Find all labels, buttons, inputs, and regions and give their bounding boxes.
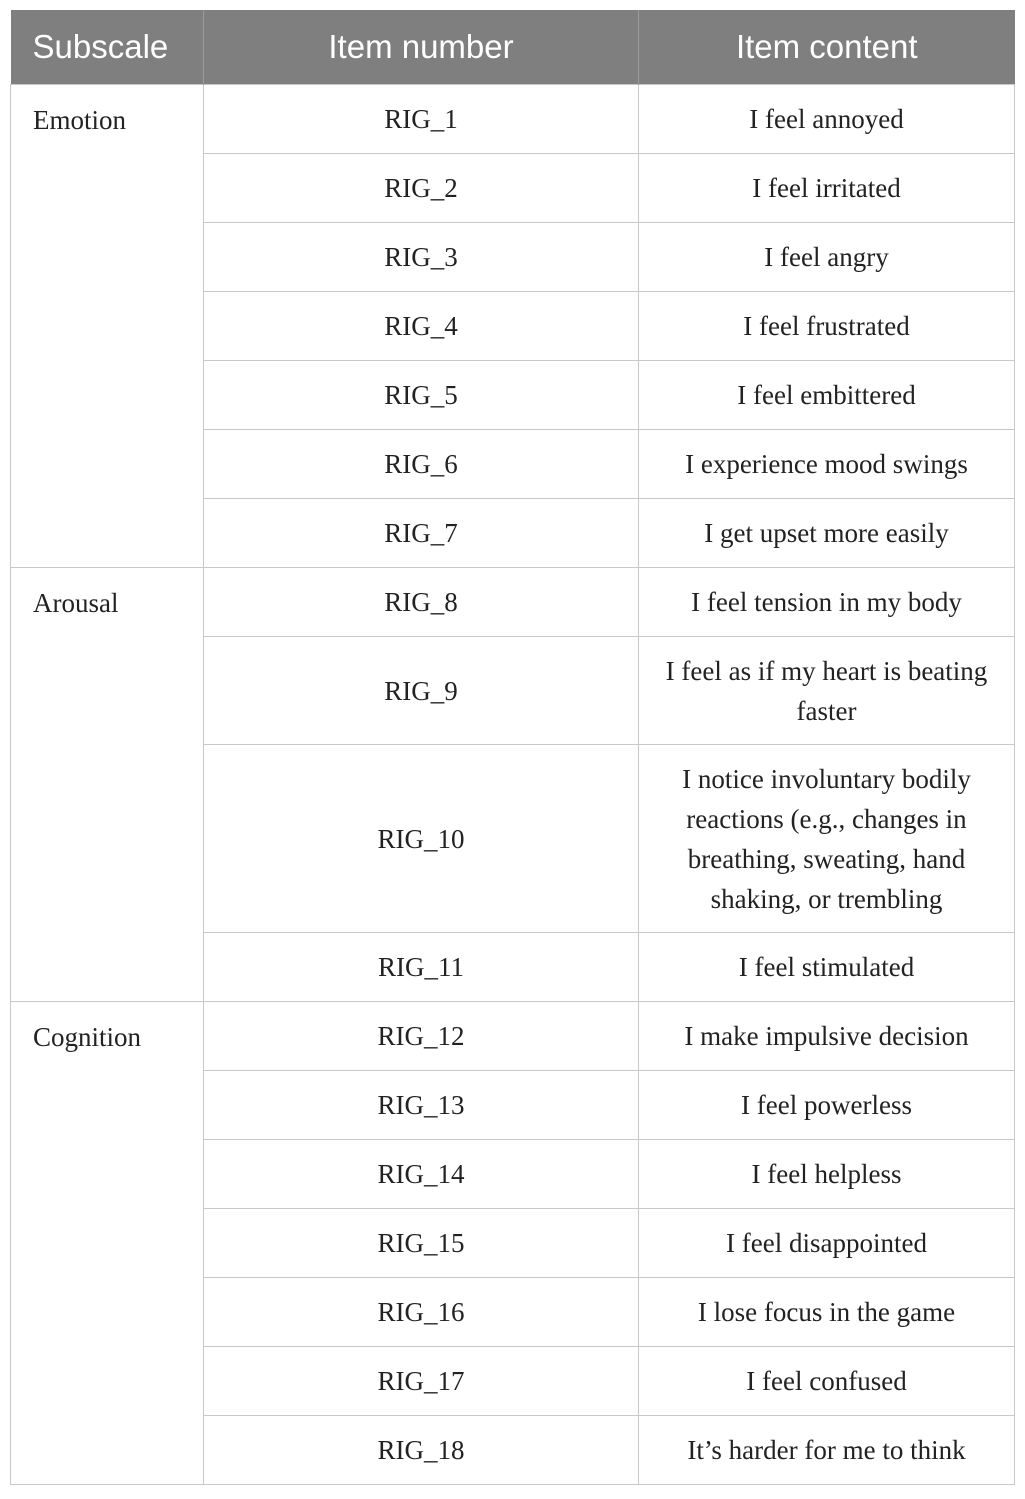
header-item-content: Item content (639, 10, 1015, 85)
item-content: I feel embittered (639, 361, 1015, 430)
subscale-emotion: Emotion (11, 85, 204, 568)
table-body (11, 85, 1015, 1485)
rig-items-table (10, 10, 1015, 1485)
table-row (11, 568, 1015, 637)
item-content: I lose focus in the game (639, 1278, 1015, 1347)
item-content: I get upset more easily (639, 499, 1015, 568)
item-number: RIG_9 (204, 637, 639, 745)
item-content: I feel as if my heart is beating faster (639, 637, 1015, 745)
subscale-cognition: Cognition (11, 1002, 204, 1485)
item-number: RIG_4 (204, 292, 639, 361)
table-row (11, 85, 1015, 154)
item-content: I feel helpless (639, 1140, 1015, 1209)
item-number: RIG_18 (204, 1416, 639, 1485)
item-number: RIG_17 (204, 1347, 639, 1416)
item-number: RIG_10 (204, 745, 639, 933)
item-content: I feel confused (639, 1347, 1015, 1416)
item-content: I feel powerless (639, 1071, 1015, 1140)
item-number: RIG_3 (204, 223, 639, 292)
item-number: RIG_12 (204, 1002, 639, 1071)
item-number: RIG_5 (204, 361, 639, 430)
item-number: RIG_14 (204, 1140, 639, 1209)
header-item-number: Item number (204, 10, 639, 85)
item-number: RIG_1 (204, 85, 639, 154)
item-content: It’s harder for me to think (639, 1416, 1015, 1485)
item-number: RIG_6 (204, 430, 639, 499)
item-content: I feel angry (639, 223, 1015, 292)
item-content: I feel tension in my body (639, 568, 1015, 637)
subscale-arousal: Arousal (11, 568, 204, 1002)
item-content: I notice involuntary bodily reactions (e.g., changes in breathing, sweating, hand shaking, or trembling (639, 745, 1015, 933)
table-row (11, 1002, 1015, 1071)
item-number: RIG_16 (204, 1278, 639, 1347)
table-header-row (11, 10, 1015, 85)
item-content: I feel disappointed (639, 1209, 1015, 1278)
item-number: RIG_2 (204, 154, 639, 223)
item-number: RIG_15 (204, 1209, 639, 1278)
item-content: I experience mood swings (639, 430, 1015, 499)
item-content: I feel stimulated (639, 933, 1015, 1002)
item-content: I feel irritated (639, 154, 1015, 223)
item-content: I feel frustrated (639, 292, 1015, 361)
item-number: RIG_13 (204, 1071, 639, 1140)
item-number: RIG_11 (204, 933, 639, 1002)
item-content: I feel annoyed (639, 85, 1015, 154)
header-subscale: Subscale (11, 10, 204, 85)
item-number: RIG_7 (204, 499, 639, 568)
item-content: I make impulsive decision (639, 1002, 1015, 1071)
item-number: RIG_8 (204, 568, 639, 637)
